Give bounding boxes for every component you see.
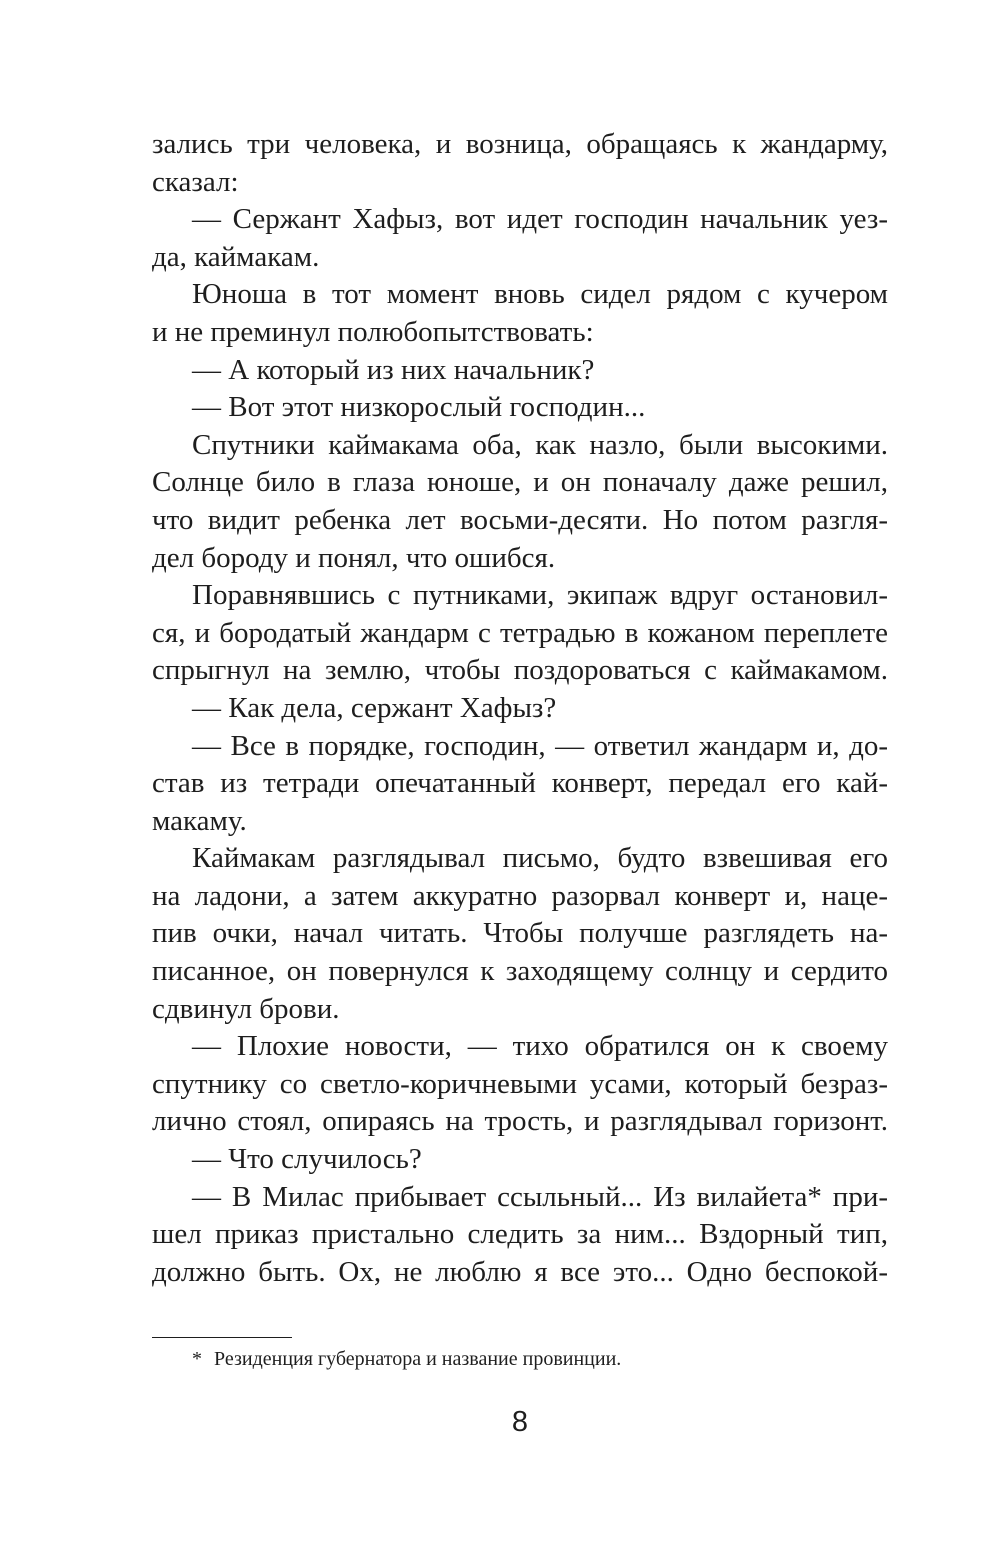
text-line: сдвинул брови. [152, 992, 340, 1025]
footnote-divider [152, 1337, 292, 1338]
text-line: что видит ребенка лет восьми-десяти. Но потом разгля- [152, 503, 888, 536]
text-line: ся, и бородатый жандарм с тетрадью в кожаном переплете [152, 616, 888, 649]
footnote [192, 1344, 621, 1374]
text-line: Юноша в тот момент вновь сидел рядом с кучером [192, 278, 888, 311]
text-line: и не преминул полюбопытствовать: [152, 315, 594, 348]
text-line: — Как дела, сержант Хафыз? [192, 691, 557, 724]
text-line: макаму. [152, 804, 247, 837]
text-line: спутнику со светло-коричневыми усами, который безраз- [152, 1067, 888, 1100]
text-line: шел приказ пристально следить за ним... Вздорный тип, [152, 1218, 888, 1251]
text-line: спрыгнул на землю, чтобы поздороваться с каймакамом. [152, 654, 888, 687]
text-line: — А который из них начальник? [192, 353, 595, 386]
text-line: — В Милас прибывает ссыльный... Из вилайета* при- [192, 1180, 888, 1213]
text-line: — Вот этот низкорослый господин... [192, 391, 646, 424]
text-line: Спутники каймакама оба, как назло, были высокими. [192, 428, 888, 461]
text-line: должно быть. Ох, не люблю я все это... Одно беспокой- [152, 1255, 888, 1288]
body-text [152, 126, 888, 1291]
text-line: сказал: [152, 165, 239, 198]
text-line: Солнце било в глаза юноше, и он поначалу даже решил, [152, 466, 888, 499]
text-line: Каймакам разглядывал письмо, будто взвешивая его [192, 842, 888, 875]
text-line: — Сержант Хафыз, вот идет господин начальник уез- [192, 203, 888, 236]
text-line: зались три человека, и возница, обращаясь к жандарму, [152, 128, 888, 160]
footnote-text: Резиденция губернатора и название провинции. [214, 1348, 622, 1370]
text-line: лично стоял, опираясь на трость, и разглядывал горизонт. [152, 1105, 888, 1138]
text-line: дел бороду и понял, что ошибся. [152, 541, 556, 574]
text-line: пив очки, начал читать. Чтобы получше разглядеть на- [152, 917, 888, 950]
text-line: писанное, он повернулся к заходящему солнцу и сердито [152, 955, 888, 988]
text-line: — Все в порядке, господин, — ответил жандарм и, до- [192, 729, 888, 762]
text-line: на ладони, а затем аккуратно разорвал конверт и, наце- [152, 879, 888, 912]
text-line: Поравнявшись с путниками, экипаж вдруг остановил- [192, 579, 888, 612]
footnote-mark: * [192, 1348, 202, 1370]
text-line: — Плохие новости, — тихо обратился он к своему [192, 1030, 888, 1063]
text-line: да, каймакам. [152, 240, 320, 273]
page-number: 8 [511, 1406, 529, 1438]
text-line: — Что случилось? [192, 1143, 422, 1176]
text-line: став из тетради опечатанный конверт, передал его кай- [152, 767, 888, 800]
